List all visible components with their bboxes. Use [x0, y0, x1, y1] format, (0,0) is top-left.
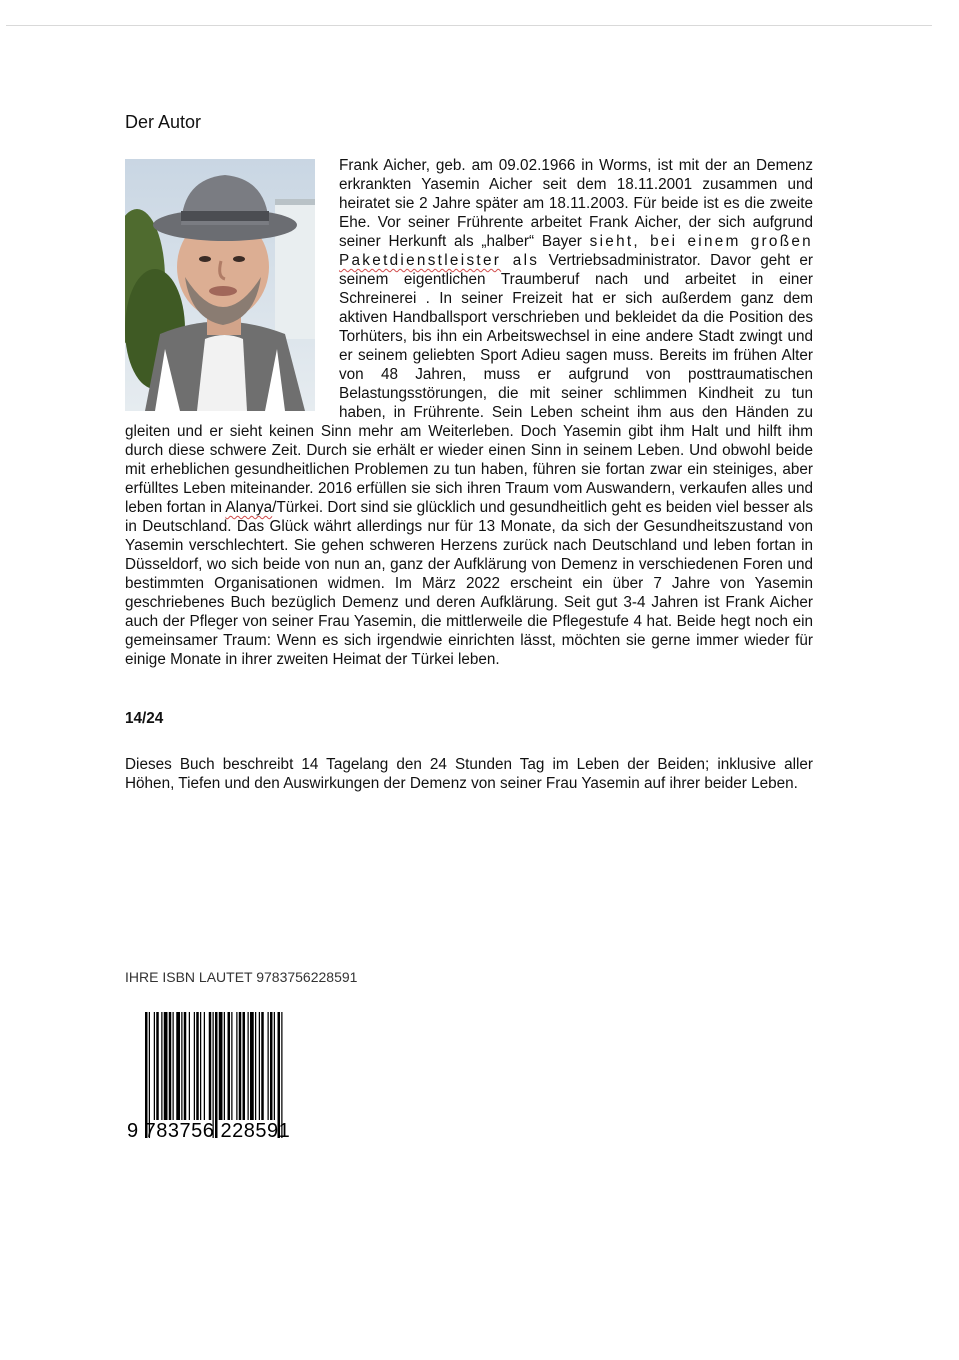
bio-text-part-3: /Türkei. Dort sind sie glücklich und gesundheitlich geht es beiden viel besser als in Deutschland. Das Glück währt allerdings nur für 13 Monate, da sich der Gesundheitszustand von Yasemin verschlechtert. Sie gehen schweren Herzens zurück nach Deutschland und leben fortan in Düsseldorf, wo sich beide von nun an, ganz der Aufklärung von Demenz in verschiedenen Foren und bestimmten Organisationen widmen. Im März 2022 erscheint ein über 7 Jahre von Yasemin geschriebenes Buch bezüglich Demenz und deren Aufklärung. Seit gut 3-4 Jahren ist Frank Aicher auch der Pfleger von seiner Frau Yasemin, die mittlerweile die Pflegestufe 4 hat. Beide hegt noch ein gemeinsamer Traum: Wenn es sich irgendwie einrichten lässt, möchten sie gerne immer wieder für einige Monate in ihrer zweiten Heimat der Türkei leben.	[125, 499, 813, 668]
barcode-bar	[164, 1012, 168, 1120]
barcode-bar	[181, 1012, 182, 1120]
barcode-bar	[239, 1012, 242, 1120]
barcode-bar	[200, 1012, 201, 1120]
bio-text-spaced-a: sieht, bei einem großen	[589, 233, 813, 250]
barcode-bar	[259, 1012, 260, 1120]
bio-text-part-2: Vertriebsadministrator. Davor geht er seinem eigentlichen Traumberuf nach und arbeitet in einer Schreinerei . In seiner Freizeit hat er sich außerdem ganz dem aktiven Handballsport verschrieben und bekleidet da die Position des Torhüters, bis ihn ein Arbeitswechsel in eine andere Stadt zwingt und er seinem geliebten Sport Adieu sagen muss. Bereits im frühen Alter von 48 Jahren, muss er aufgrund von posttraumatischen Belastungsstörungen, die mit seiner schlimmen Kindheit zu tun haben, in Frührente. Sein Leben scheint ihm aus den Händen zu gleiten und er sieht keinen Sinn mehr am Weiterleben. Doch Yasemin gibt ihm Halt und hilft ihm durch diese schwere Zeit. Durch sie erhält er wieder einen Sinn in seinem Leben. Und obwohl beide mit erheblichen gesundheitlichen Problemen zu tun haben, führen sie fortan zwar ein steiniges, aber erfülltes Leben miteinander. 2016 erfüllen sie sich ihren Traum vom Auswandern, verkaufen alles und leben fortan in	[125, 252, 813, 516]
barcode-bar	[248, 1012, 249, 1120]
barcode-bar	[184, 1012, 187, 1120]
book-summary: Dieses Buch beschreibt 14 Tagelang den 24 Stunden Tag im Leben der Beiden; inklusive aller Höhen, Tiefen und den Auswirkungen der Demenz von seiner Frau Yasemin auf ihrer beider Leben.	[125, 756, 813, 792]
barcode-bar	[231, 1012, 232, 1120]
bio-text-spaced-b: als	[501, 252, 540, 269]
barcode-bar	[236, 1012, 237, 1120]
barcode-digits: 9 783756 228591	[127, 1120, 291, 1142]
isbn-label: IHRE ISBN LAUTET 9783756228591	[125, 969, 358, 985]
barcode-bar	[274, 1012, 275, 1120]
barcode-bar	[154, 1012, 155, 1120]
author-bio	[125, 156, 813, 669]
barcode-bar	[219, 1012, 223, 1120]
barcode-bar	[243, 1012, 246, 1120]
book-title: 14/24	[125, 710, 164, 727]
barcode-bar	[224, 1012, 225, 1120]
barcode-bar	[156, 1012, 159, 1120]
author-photo	[125, 159, 315, 411]
isbn-barcode	[125, 1010, 305, 1144]
barcode-bar	[196, 1012, 199, 1120]
barcode-bar	[173, 1012, 174, 1120]
barcode-bar	[228, 1012, 231, 1120]
barcode-bar	[176, 1012, 180, 1120]
barcode-bar	[194, 1012, 195, 1120]
top-divider	[6, 25, 932, 26]
bio-word-alanya: Alanya	[225, 499, 273, 516]
page-content	[125, 110, 813, 793]
barcode-bar	[250, 1012, 254, 1120]
barcode-bar	[204, 1012, 205, 1120]
barcode-bar	[169, 1012, 172, 1120]
bio-text-part-1: Frank Aicher, geb. am 09.02.1966 in Worms, ist mit der an Demenz erkrankten Yasemin Aicher seit dem 18.11.2001 zusammen und heiratet sie 2 Jahre später am 18.11.2003. Für beide ist es die zweite Ehe. Vor seiner Frührente arbeitet Frank Aicher, der sich aufgrund seiner Herkunft als „halber“ Bayer	[339, 157, 813, 250]
barcode-bar	[255, 1012, 256, 1120]
barcode-bar	[261, 1012, 264, 1120]
author-heading: Der Autor	[125, 112, 202, 132]
barcode-bar	[209, 1012, 212, 1120]
barcode-bar	[189, 1012, 190, 1120]
bio-word-paketdienstleister: Paketdienstleister	[339, 252, 502, 269]
barcode-bar	[268, 1012, 269, 1120]
barcode-bar	[270, 1012, 273, 1120]
barcode-bar	[161, 1012, 162, 1120]
